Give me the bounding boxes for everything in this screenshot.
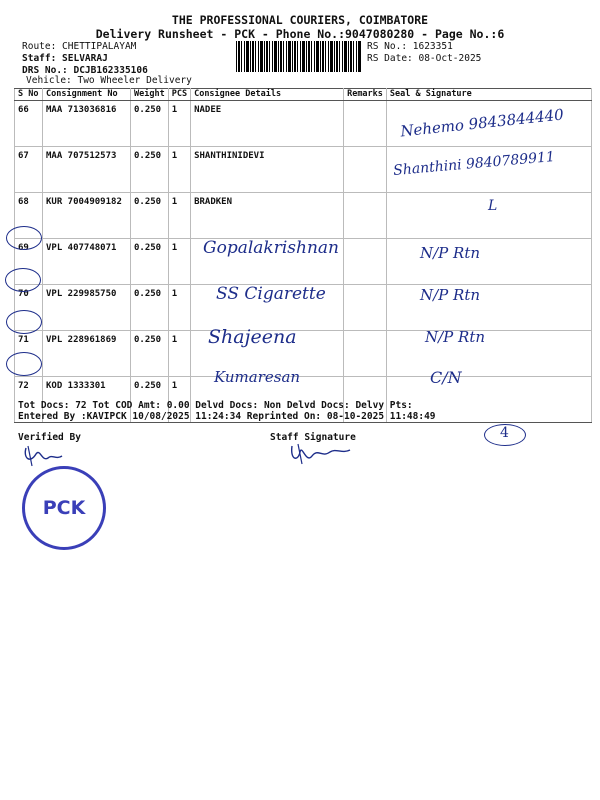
pcs-cell: 1: [168, 377, 190, 423]
staff-signature: [288, 440, 358, 468]
handwritten-seal: Nehemo 9843844440: [399, 105, 565, 141]
sno-cell: 71: [15, 331, 43, 377]
weight-cell: 0.250: [131, 331, 169, 377]
totals-line: Tot Docs: 72 Tot COD Amt: 0.00 Delvd Docs: Non Delvd Docs: Delvy Pts:: [18, 400, 413, 411]
weight-cell: 0.250: [131, 101, 169, 147]
consignment-cell: KUR 7004909182: [43, 193, 131, 239]
pck-stamp: PCK: [22, 466, 106, 550]
handwritten-seal: N/P Rtn: [420, 244, 481, 262]
runsheet-subtitle: Delivery Runsheet - PCK - Phone No.:9047080280 - Page No.:6: [95, 27, 505, 41]
handwritten-consignee: Gopalakrishnan: [203, 238, 339, 258]
drs-number: DRS No.: DCJB162335106: [22, 65, 148, 76]
sno-cell: 70: [15, 285, 43, 331]
consignment-cell: VPL 407748071: [43, 239, 131, 285]
consignee-cell: BRADKEN: [191, 193, 344, 239]
consignment-cell: MAA 713036816: [43, 101, 131, 147]
sno-cell: 67: [15, 147, 43, 193]
col-consignment: Consignment No: [43, 89, 131, 101]
consignment-cell: KOD 1333301: [43, 377, 131, 423]
weight-cell: 0.250: [131, 285, 169, 331]
staff-label: Staff: SELVARAJ: [22, 53, 108, 64]
pcs-cell: 1: [168, 239, 190, 285]
sno-cell: 72: [15, 377, 43, 423]
weight-cell: 0.250: [131, 147, 169, 193]
handwritten-circle: [6, 310, 42, 334]
table-row: [15, 331, 592, 377]
col-weight: Weight: [131, 89, 169, 101]
handwritten-seal: N/P Rtn: [420, 286, 481, 304]
handwritten-circle: [6, 352, 42, 376]
table-header-row: [15, 89, 592, 101]
sno-cell: 68: [15, 193, 43, 239]
rs-date: RS Date: 08-Oct-2025: [367, 53, 482, 64]
staff-signature-label: Staff Signature: [270, 432, 356, 443]
pcs-cell: 1: [168, 101, 190, 147]
sno-cell: 66: [15, 101, 43, 147]
remarks-cell: [344, 193, 387, 239]
consignee-cell: SHANTHINIDEVI: [191, 147, 344, 193]
col-seal-signature: Seal & Signature: [386, 89, 591, 101]
barcode: [236, 41, 362, 72]
remarks-cell: [344, 331, 387, 377]
handwritten-seal: L: [488, 198, 498, 214]
seal-cell: [386, 239, 591, 285]
consignee-cell: NADEE: [191, 101, 344, 147]
handwritten-seal: Shanthini 9840789911: [392, 148, 556, 180]
consignment-cell: MAA 707512573: [43, 147, 131, 193]
col-sno: S No: [15, 89, 43, 101]
consignment-cell: VPL 228961869: [43, 331, 131, 377]
handwritten-consignee: SS Cigarette: [216, 284, 326, 304]
table-row: [15, 193, 592, 239]
consignment-cell: VPL 229985750: [43, 285, 131, 331]
company-title: THE PROFESSIONAL COURIERS, COIMBATORE: [171, 13, 429, 27]
vehicle-label: Vehicle: Two Wheeler Delivery: [26, 75, 192, 86]
entered-by-line: Entered By :KAVIPCK 10/08/2025 11:24:34 Reprinted On: 08-10-2025 11:48:49: [18, 411, 436, 422]
rs-number: RS No.: 1623351: [367, 41, 453, 52]
circled-number: 4: [500, 425, 509, 441]
handwritten-seal: N/P Rtn: [425, 328, 486, 346]
col-pcs: PCS: [168, 89, 190, 101]
handwritten-consignee: Kumaresan: [214, 368, 301, 386]
seal-cell: [386, 285, 591, 331]
pcs-cell: 1: [168, 193, 190, 239]
seal-cell: [386, 331, 591, 377]
col-consignee: Consignee Details: [191, 89, 344, 101]
weight-cell: 0.250: [131, 377, 169, 423]
handwritten-seal: C/N: [430, 368, 462, 387]
pcs-cell: 1: [168, 285, 190, 331]
remarks-cell: [344, 285, 387, 331]
pcs-cell: 1: [168, 147, 190, 193]
weight-cell: 0.250: [131, 193, 169, 239]
route-label: Route: CHETTIPALAYAM: [22, 41, 137, 52]
remarks-cell: [344, 147, 387, 193]
col-remarks: Remarks: [344, 89, 387, 101]
remarks-cell: [344, 101, 387, 147]
handwritten-consignee: Shajeena: [208, 326, 297, 348]
sno-cell: 69: [15, 239, 43, 285]
handwritten-circle: [5, 268, 41, 292]
pcs-cell: 1: [168, 331, 190, 377]
remarks-cell: [344, 239, 387, 285]
handwritten-circle: [6, 226, 42, 250]
verified-by-label: Verified By: [18, 432, 81, 443]
weight-cell: 0.250: [131, 239, 169, 285]
